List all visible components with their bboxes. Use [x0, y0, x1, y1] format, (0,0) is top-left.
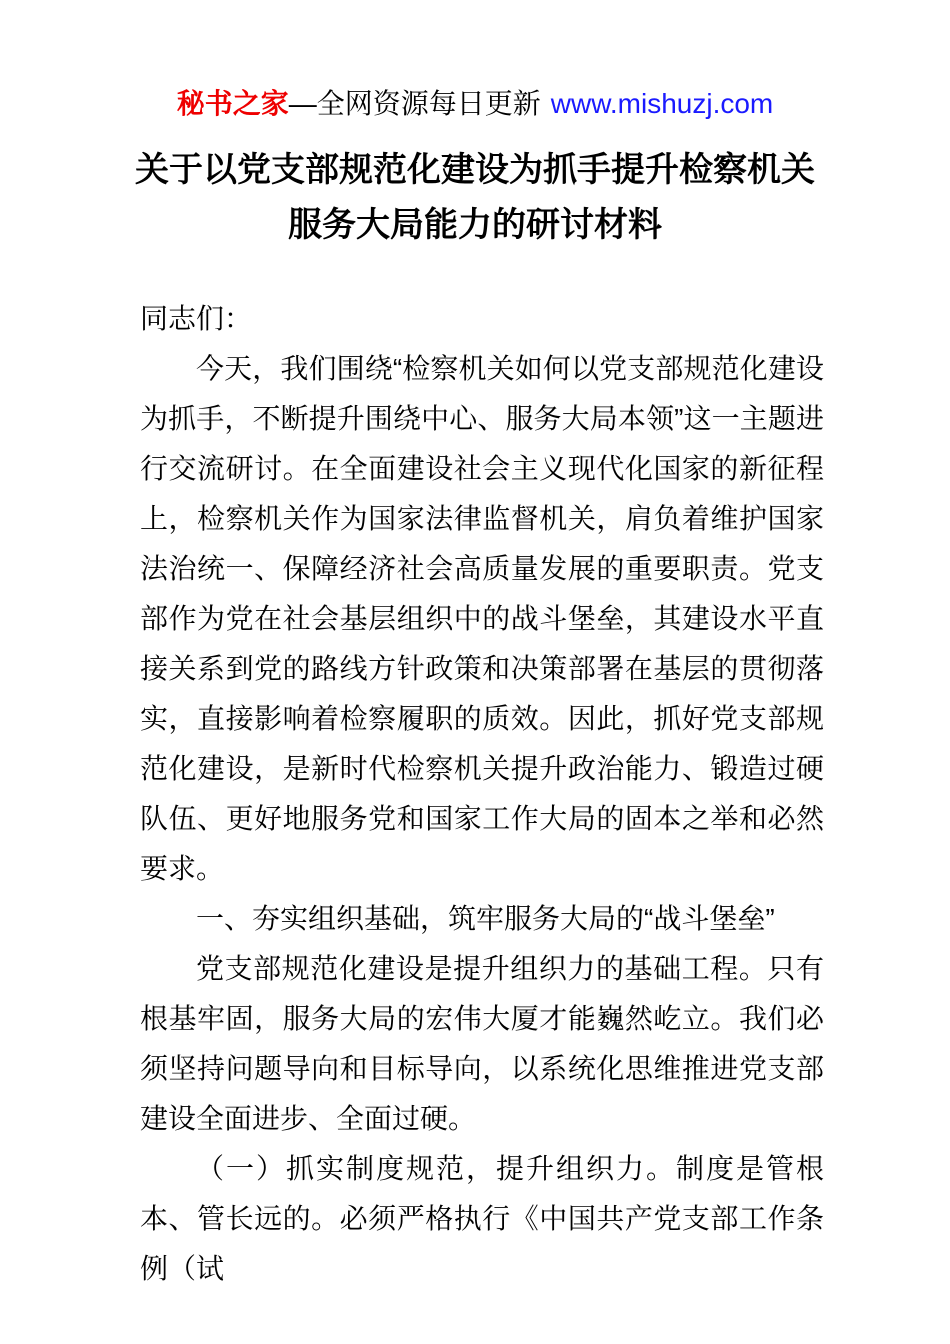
title-line-1: 关于以党支部规范化建设为抓手提升检察机关	[135, 151, 815, 189]
paragraph-section-1: 党支部规范化建设是提升组织力的基础工程。只有根基牢固，服务大局的宏伟大厦才能巍然屹立。我们必须坚持问题导向和目标导向，以系统化思维推进党支部建设全面进步、全面过硬。	[140, 953, 824, 1134]
paragraph-intro: 今天，我们围绕“检察机关如何以党支部规范化建设为抓手，不断提升围绕中心、服务大局本领”这一主题进行交流研讨。在全面建设社会主义现代化国家的新征程上，检察机关作为国家法律监督机关，肩负着维护国家法治统一、保障经济社会高质量发展的重要职责。党支部作为党在社会基层组织中的战斗堡垒，其建设水平直接关系到党的路线方针政策和决策部署在基层的贯彻落实，直接影响着检察履职的质效。因此，抓好党支部规范化建设，是新时代检察机关提升政治能力、锻造过硬队伍、更好地服务党和国家工作大局的固本之举和必然要求。	[140, 353, 824, 884]
document-title	[0, 143, 950, 253]
header-tagline: 全网资源每日更新	[316, 88, 541, 119]
document-body	[140, 294, 824, 1294]
site-url-link[interactable]: www.mishuzj.com	[550, 88, 774, 119]
paragraph-subsection-1-1: （一）抓实制度规范，提升组织力。制度是管根本、管长远的。必须严格执行《中国共产党支部工作条例（试	[140, 1153, 824, 1284]
header-dash: —	[288, 88, 317, 119]
section-heading-1: 一、夯实组织基础，筑牢服务大局的“战斗堡垒”	[196, 903, 775, 934]
salutation: 同志们：	[140, 303, 253, 334]
title-line-2: 服务大局能力的研讨材料	[288, 206, 662, 244]
site-header	[0, 88, 950, 120]
site-brand: 秘书之家	[176, 88, 289, 119]
